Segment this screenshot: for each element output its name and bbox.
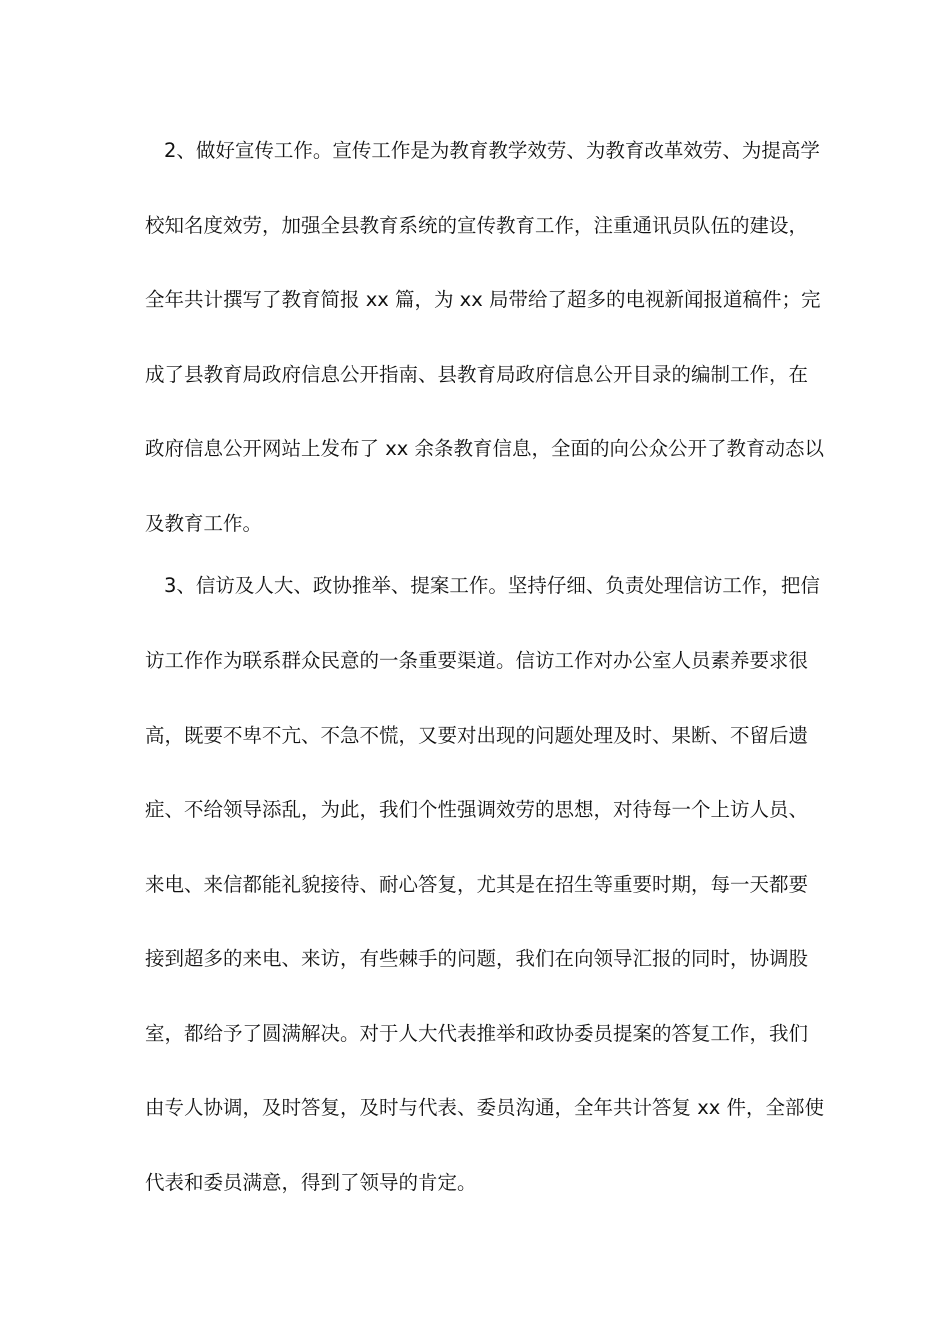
paragraph-3-line-4: 症、不给领导添乱，为此，我们个性强调效劳的思想，对待每一个上访人员、 <box>145 798 809 821</box>
paragraph-3-line-7: 室，都给予了圆满解决。对于人大代表推举和政协委员提案的答复工作，我们 <box>145 1022 809 1045</box>
paragraph-2-line-6: 及教育工作。 <box>145 512 263 535</box>
paragraph-3-line-9: 代表和委员满意，得到了领导的肯定。 <box>145 1171 477 1194</box>
paragraph-3-line-2: 访工作作为联系群众民意的一条重要渠道。信访工作对办公室人员素养要求很 <box>145 649 809 672</box>
paragraph-2-line-4: 成了县教育局政府信息公开指南、县教育局政府信息公开目录的编制工作，在 <box>145 363 809 386</box>
paragraph-2-line-5: 政府信息公开网站上发布了 xx 余条教育信息，全面的向公众公开了教育动态以 <box>145 437 824 460</box>
paragraph-2-line-2: 校知名度效劳，加强全县教育系统的宣传教育工作，注重通讯员队伍的建设， <box>145 214 809 237</box>
paragraph-2-line-3: 全年共计撰写了教育简报 xx 篇，为 xx 局带给了超多的电视新闻报道稿件；完 <box>145 288 821 311</box>
paragraph-2-line-1: 2、做好宣传工作。宣传工作是为教育教学效劳、为教育改革效劳、为提高学 <box>164 139 820 162</box>
paragraph-3-line-8: 由专人协调，及时答复，及时与代表、委员沟通，全年共计答复 xx 件，全部使 <box>145 1096 824 1119</box>
paragraph-3-line-5: 来电、来信都能礼貌接待、耐心答复，尤其是在招生等重要时期，每一天都要 <box>145 873 809 896</box>
paragraph-3-line-1: 3、信访及人大、政协推举、提案工作。坚持仔细、负责处理信访工作，把信 <box>164 574 820 597</box>
paragraph-3-line-3: 高，既要不卑不亢、不急不慌，又要对出现的问题处理及时、果断、不留后遗 <box>145 724 809 747</box>
paragraph-3-line-6: 接到超多的来电、来访，有些棘手的问题，我们在向领导汇报的同时，协调股 <box>145 947 809 970</box>
